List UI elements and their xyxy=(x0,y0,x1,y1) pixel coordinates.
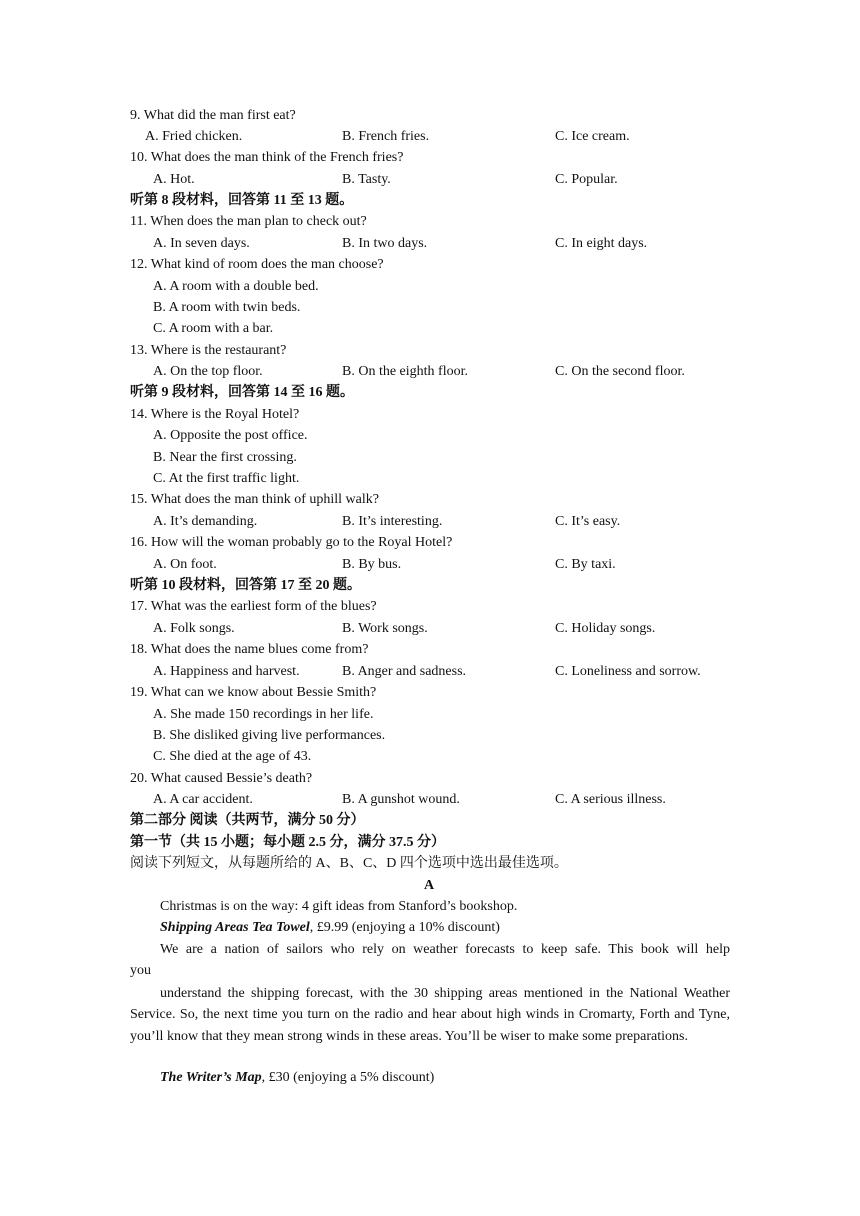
option-11b: B. In two days. xyxy=(342,236,428,251)
option-17c: C. Holiday songs. xyxy=(555,621,656,636)
option-13b: B. On the eighth floor. xyxy=(342,364,468,379)
passage-intro: Christmas is on the way: 4 gift ideas from Stanford’s bookshop. xyxy=(160,899,518,914)
option-19b: B. She disliked giving live performances. xyxy=(153,728,386,743)
question-16: 16. How will the woman probably go to the Royal Hotel? xyxy=(130,535,453,550)
item2-price: , £30 (enjoying a 5% discount) xyxy=(261,1070,435,1085)
part2-title: 第二部分 阅读（共两节，满分 50 分） xyxy=(130,813,365,828)
option-16a: A. On foot. xyxy=(153,557,217,572)
item1-paragraph-text: understand the shipping forecast, with the 30 shipping areas mentioned in the National Weather Service. So, the next time you turn on the radio and hear about high winds in Cromarty, Forth and Tyne, you’ll know that they mean strong winds in these areas. You’ll be wiser to make some preparations. xyxy=(130,986,730,1044)
option-10b: B. Tasty. xyxy=(342,172,391,187)
option-20b: B. A gunshot wound. xyxy=(342,792,460,807)
item1-line1-cont: you xyxy=(130,963,151,978)
question-12: 12. What kind of room does the man choose? xyxy=(130,257,384,272)
option-14a: A. Opposite the post office. xyxy=(153,428,308,443)
option-18c: C. Loneliness and sorrow. xyxy=(555,664,701,679)
item2-heading xyxy=(160,1069,434,1087)
option-19c: C. She died at the age of 43. xyxy=(153,749,312,764)
option-15b: B. It’s interesting. xyxy=(342,514,443,529)
question-18: 18. What does the name blues come from? xyxy=(130,642,369,657)
part2-instructions: 阅读下列短文，从每题所给的 A、B、C、D 四个选项中选出最佳选项。 xyxy=(130,856,568,871)
option-10c: C. Popular. xyxy=(555,172,618,187)
question-13: 13. Where is the restaurant? xyxy=(130,343,287,358)
section-heading-8: 听第 8 段材料，回答第 11 至 13 题。 xyxy=(130,193,354,208)
item1-heading xyxy=(160,919,500,937)
option-12a: A. A room with a double bed. xyxy=(153,279,319,294)
option-17a: A. Folk songs. xyxy=(153,621,235,636)
question-9: 9. What did the man first eat? xyxy=(130,108,296,123)
option-19a: A. She made 150 recordings in her life. xyxy=(153,707,374,722)
question-10: 10. What does the man think of the French fries? xyxy=(130,150,404,165)
option-9b: B. French fries. xyxy=(342,129,430,144)
passage-label: A xyxy=(424,878,435,893)
option-11a: A. In seven days. xyxy=(153,236,250,251)
option-14c: C. At the first traffic light. xyxy=(153,471,300,486)
option-20a: A. A car accident. xyxy=(153,792,253,807)
option-9c: C. Ice cream. xyxy=(555,129,630,144)
option-15a: A. It’s demanding. xyxy=(153,514,258,529)
question-19: 19. What can we know about Bessie Smith? xyxy=(130,685,377,700)
option-17b: B. Work songs. xyxy=(342,621,428,636)
option-20c: C. A serious illness. xyxy=(555,792,666,807)
option-10a: A. Hot. xyxy=(153,172,195,187)
item2-title: The Writer’s Map xyxy=(160,1070,262,1085)
item1-line1: We are a nation of sailors who rely on weather forecasts to keep safe. This book will help xyxy=(160,942,730,957)
question-14: 14. Where is the Royal Hotel? xyxy=(130,407,300,422)
section-heading-9: 听第 9 段材料，回答第 14 至 16 题。 xyxy=(130,385,354,400)
option-14b: B. Near the first crossing. xyxy=(153,450,297,465)
question-11: 11. When does the man plan to check out? xyxy=(130,214,367,229)
question-20: 20. What caused Bessie’s death? xyxy=(130,771,313,786)
option-15c: C. It’s easy. xyxy=(555,514,621,529)
option-18b: B. Anger and sadness. xyxy=(342,664,467,679)
item1-price: , £9.99 (enjoying a 10% discount) xyxy=(309,920,500,935)
option-16c: C. By taxi. xyxy=(555,557,616,572)
item1-title: Shipping Areas Tea Towel xyxy=(160,920,310,935)
option-12c: C. A room with a bar. xyxy=(153,321,274,336)
part2-section1: 第一节（共 15 小题；每小题 2.5 分，满分 37.5 分） xyxy=(130,835,445,850)
option-13a: A. On the top floor. xyxy=(153,364,263,379)
question-15: 15. What does the man think of uphill walk? xyxy=(130,492,379,507)
option-18a: A. Happiness and harvest. xyxy=(153,664,300,679)
option-13c: C. On the second floor. xyxy=(555,364,685,379)
option-11c: C. In eight days. xyxy=(555,236,648,251)
section-heading-10: 听第 10 段材料，回答第 17 至 20 题。 xyxy=(130,578,361,593)
item1-paragraph xyxy=(130,983,730,1047)
option-9a: A. Fried chicken. xyxy=(145,129,243,144)
option-16b: B. By bus. xyxy=(342,557,402,572)
question-17: 17. What was the earliest form of the blues? xyxy=(130,599,377,614)
option-12b: B. A room with twin beds. xyxy=(153,300,301,315)
